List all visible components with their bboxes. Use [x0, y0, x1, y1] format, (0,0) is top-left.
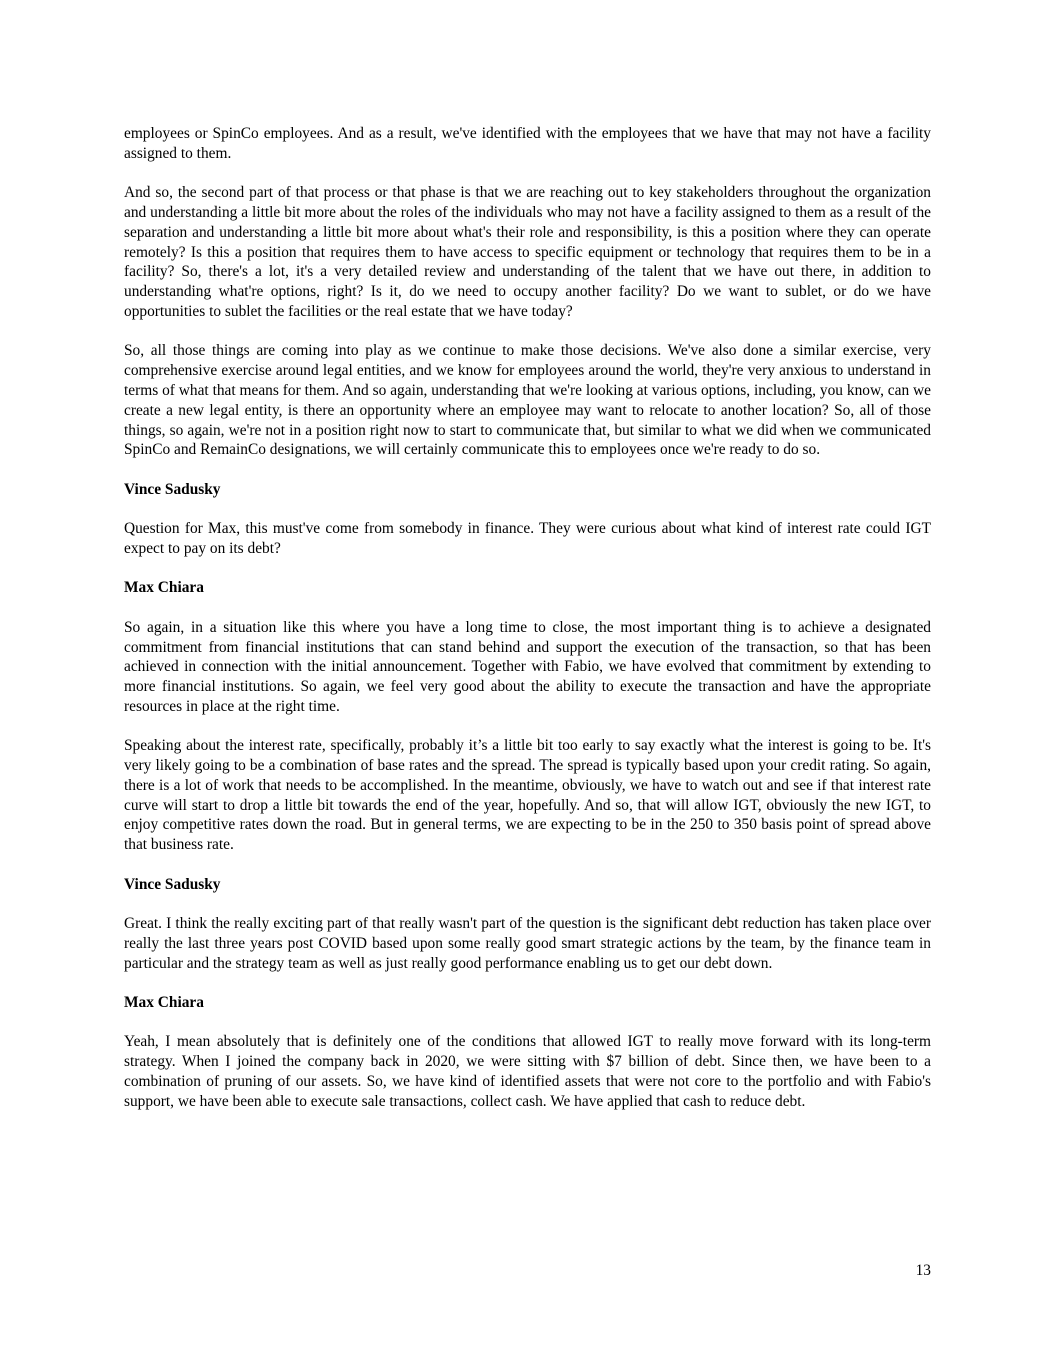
paragraph: So again, in a situation like this where you have a long time to close, the most important thing is to achieve a designated commitment from financial institutions that can stand behind and support the execution of the transaction, so that has been achieved in connection with the initial announcement. Together with Fabio, we have evolved that commitment by extending to more financial institutions. So again, we feel very good about the ability to execute the transaction and have the appropriate resources in place at the right time. — [124, 618, 931, 715]
paragraph: Speaking about the interest rate, specifically, probably it’s a little bit too early to say exactly what the interest is going to be. It's very likely going to be a combination of base rates and the spread. The spread is typically based upon your credit rating. So again, there is a lot of work that needs to be accomplished. In the meantime, obviously, we have to watch out and see if that interest rate curve will start to drop a little bit towards the end of the year, hopefully. And so, that will allow IGT, obviously the new IGT, to enjoy competitive rates down the road. But in general terms, we are expecting to be in the 250 to 350 basis point of spread above that business rate. — [124, 737, 931, 854]
page-number: 13 — [915, 1262, 931, 1279]
speaker-name: Vince Sadusky — [124, 480, 221, 498]
paragraph: employees or SpinCo employees. And as a result, we've identified with the employees that we have that may not have a facility assigned to them. — [124, 125, 931, 162]
paragraph: So, all those things are coming into play as we continue to make those decisions. We've also done a similar exercise, very comprehensive exercise around legal entities, and we know for employees around the world, they're very anxious to understand in terms of what that means for them. And so again, understanding that we're looking at various options, including, you know, can we create a new legal entity, is there an opportunity where an employee may want to relocate to another location? So, all of those things, so again, we're not in a position right now to start to communicate that, but similar to what we did when we communicated SpinCo and RemainCo designations, we will certainly communicate this to employees once we're ready to do so. — [124, 342, 931, 459]
paragraph: Great. I think the really exciting part of that really wasn't part of the question is the significant debt reduction has taken place over really the last three years post COVID based upon some really good smart strategic actions by the team, by the finance team in particular and the strategy team as well as just really good performance enabling us to get our debt down. — [124, 915, 931, 972]
transcript-page — [124, 124, 931, 1131]
speaker-name: Max Chiara — [124, 994, 204, 1012]
speaker-name: Max Chiara — [124, 579, 204, 597]
paragraph: And so, the second part of that process or that phase is that we are reaching out to key stakeholders throughout the organization and understanding a little bit more about the roles of the individuals who may not have a facility assigned to them as a result of the separation and understanding a little bit more about what's their role and responsibility, is this a position where they can operate remotely? Is this a position that requires them to have access to specific equipment or technology that requires them to be in a facility? So, there's a lot, it's a very detailed review and understanding of the talent that we have out there, in addition to understanding what're options, right? Is it, do we need to occupy another facility? Do we want to sublet, or do we have opportunities to sublet the facilities or the real estate that we have today? — [124, 184, 931, 320]
speaker-name: Vince Sadusky — [124, 875, 221, 893]
paragraph: Question for Max, this must've come from somebody in finance. They were curious about what kind of interest rate could IGT expect to pay on its debt? — [124, 520, 931, 557]
paragraph: Yeah, I mean absolutely that is definitely one of the conditions that allowed IGT to really move forward with its long-term strategy. When I joined the company back in 2020, we were sitting with $7 billion of debt. Since then, we have been to a combination of pruning of our assets. So, we have kind of identified assets that were not core to the portfolio and with Fabio's support, we have been able to execute sale transactions, collect cash. We have applied that cash to reduce debt. — [124, 1033, 931, 1110]
